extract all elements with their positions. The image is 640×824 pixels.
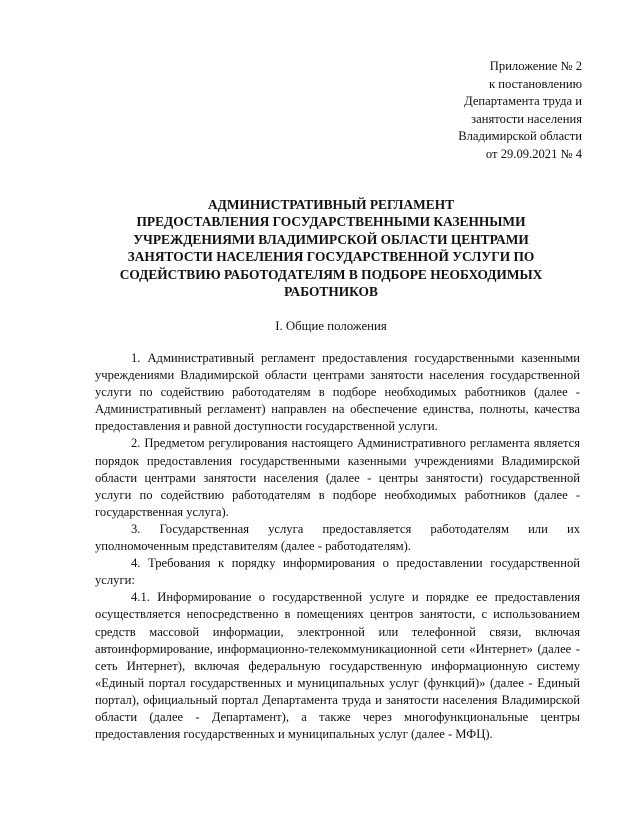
paragraph-4: 4. Требования к порядку информирования о предоставлении государственной услуги:: [95, 556, 580, 588]
title-line: АДМИНИСТРАТИВНЫЙ РЕГЛАМЕНТ: [207, 197, 455, 212]
paragraph-1: 1. Административный регламент предоставления государственными казенными учреждениями Владимирской области центрами занятости населения государственной услуги по содействию работодателям в подборе необходимых работников (далее - Административный регламент) направлен на обеспечение единства, полноты, качества предоставления и равной доступности государственной услуги.: [95, 351, 580, 434]
paragraph-2: 2. Предметом регулирования настоящего Административного регламента является порядок предоставления государственными казенными учреждениями Владимирской области центрами занятости населения (далее - центры занятости) государственной услуги по содействию работодателям в подборе необходимых работников (далее - государственная услуга).: [95, 436, 580, 519]
title-line: УЧРЕЖДЕНИЯМИ ВЛАДИМИРСКОЙ ОБЛАСТИ ЦЕНТРАМИ: [133, 231, 529, 247]
appendix-block: [458, 58, 582, 164]
appendix-line-department: Департамента труда и: [464, 94, 582, 109]
title-line: СОДЕЙСТВИЮ РАБОТОДАТЕЛЯМ В ПОДБОРЕ НЕОБХОДИМЫХ: [119, 266, 543, 282]
section-heading: I. Общие положения: [275, 319, 387, 333]
document-title: [96, 196, 566, 300]
appendix-line-number: Приложение № 2: [489, 59, 582, 73]
paragraph-3: 3. Государственная услуга предоставляется работодателям или их уполномоченным представителям (далее - работодателям).: [95, 521, 580, 554]
appendix-line-region: Владимирской области: [458, 129, 582, 144]
title-line: ПРЕДОСТАВЛЕНИЯ ГОСУДАРСТВЕННЫМИ КАЗЕННЫМИ: [136, 214, 526, 230]
appendix-line-resolution: к постановлению: [488, 76, 582, 91]
appendix-line-employment: занятости населения: [471, 111, 582, 126]
paragraph-4-1: 4.1. Информирование о государственной услуге и порядке ее предоставления осуществляется непосредственно в помещениях центров занятости, с использованием средств массовой информации, электронной или телефонной связи, включая автоинформирование, информационно-телекоммуникационной сети «Интернет» (далее - сеть Интернет), включая федеральную государственную информационную систему «Единый портал государственных и муниципальных услуг (функций)» (далее - Единый портал), официальный портал Департамента труда и занятости населения Владимирской области (далее - Департамент), а также через многофункциональные центры предоставления государственных и муниципальных услуг (далее - МФЦ).: [95, 590, 580, 742]
appendix-line-date: от 29.09.2021 № 4: [485, 146, 582, 161]
document-body: [95, 350, 580, 743]
title-line: РАБОТНИКОВ: [284, 284, 378, 300]
title-line: ЗАНЯТОСТИ НАСЕЛЕНИЯ ГОСУДАРСТВЕННОЙ УСЛУГИ ПО: [127, 249, 535, 265]
